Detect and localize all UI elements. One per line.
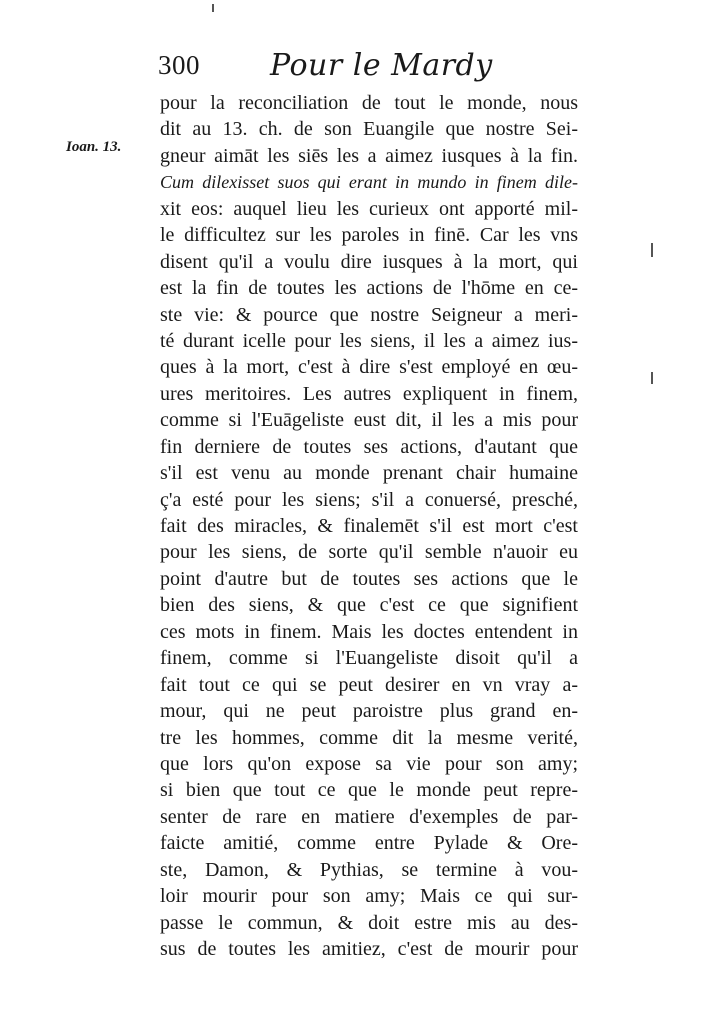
text-line: fin derniere de toutes ses actions, d'autant que	[160, 435, 578, 458]
text-line: est la fin de toutes les actions de l'hōme en ce-	[160, 277, 578, 300]
text-line: s'il est venu au monde prenant chair humaine	[160, 462, 578, 485]
text-line: dit au 13. ch. de son Euangile que nostre Sei-	[160, 118, 578, 141]
scan-speck	[651, 372, 653, 384]
text-line: pour les siens, de sorte qu'il semble n'auoir eu	[160, 541, 578, 564]
text-line: bien des siens, & que c'est ce que signifient	[160, 594, 578, 617]
text-line: fait des miracles, & finalemēt s'il est mort c'est	[160, 515, 578, 537]
text-line: passe le commun, & doit estre mis au des-	[160, 911, 578, 934]
text-line: faicte amitié, comme entre Pylade & Ore-	[160, 832, 578, 855]
page-header	[158, 46, 578, 90]
text-line: ures meritoires. Les autres expliquent in finem,	[160, 382, 578, 405]
text-line: que lors qu'on expose sa vie pour son amy;	[160, 752, 578, 775]
running-title: Pour le Mardy	[270, 48, 493, 83]
text-line: ques à la mort, c'est à dire s'est employé en œu-	[160, 356, 578, 379]
text-line: tre les hommes, comme dit la mesme verité,	[160, 726, 578, 749]
text-line: point d'autre but de toutes ses actions que le	[160, 567, 578, 590]
text-line: ç'a esté pour les siens; s'il a conuersé, presché,	[160, 488, 578, 511]
text-line: sus de toutes les amitiez, c'est de mourir pour	[160, 938, 578, 960]
text-line: senter de rare en matiere d'exemples de par-	[160, 805, 578, 828]
body-text	[160, 90, 578, 962]
text-line: loir mourir pour son amy; Mais ce qui sur-	[160, 885, 578, 908]
scan-speck	[212, 4, 214, 12]
text-line: xit eos: auquel lieu les curieux ont apporté mil-	[160, 197, 578, 220]
text-line: fait tout ce qui se peut desirer en vn vray a-	[160, 673, 578, 696]
text-line: mour, qui ne peut paroistre plus grand en-	[160, 700, 578, 723]
scan-speck	[651, 243, 653, 257]
text-line: disent qu'il a voulu dire iusques à la mort, qui	[160, 250, 578, 273]
text-line: pour la reconciliation de tout le monde, nous	[160, 92, 578, 114]
text-line: té durant icelle pour les siens, il les a aimez ius-	[160, 329, 578, 352]
text-line: Cum dilexisset suos qui erant in mundo in finem dile-	[160, 172, 578, 193]
page-number: 300	[158, 50, 200, 80]
text-line: gneur aimāt les siēs les a aimez iusques à la fin.	[160, 144, 578, 167]
text-line: ste vie: & pource que nostre Seigneur a meri-	[160, 303, 578, 326]
text-line: ste, Damon, & Pythias, se termine à vou-	[160, 858, 578, 881]
text-line: ces mots in finem. Mais les doctes entendent in	[160, 620, 578, 643]
text-line: le difficultez sur les paroles in finē. Car les vns	[160, 224, 578, 247]
text-line: comme si l'Euāgeliste eust dit, il les a mis pour	[160, 409, 578, 432]
text-line: si bien que tout ce que le monde peut repre-	[160, 779, 578, 802]
text-line: finem, comme si l'Euangeliste disoit qu'il a	[160, 647, 578, 670]
margin-note: Ioan. 13.	[66, 139, 122, 155]
